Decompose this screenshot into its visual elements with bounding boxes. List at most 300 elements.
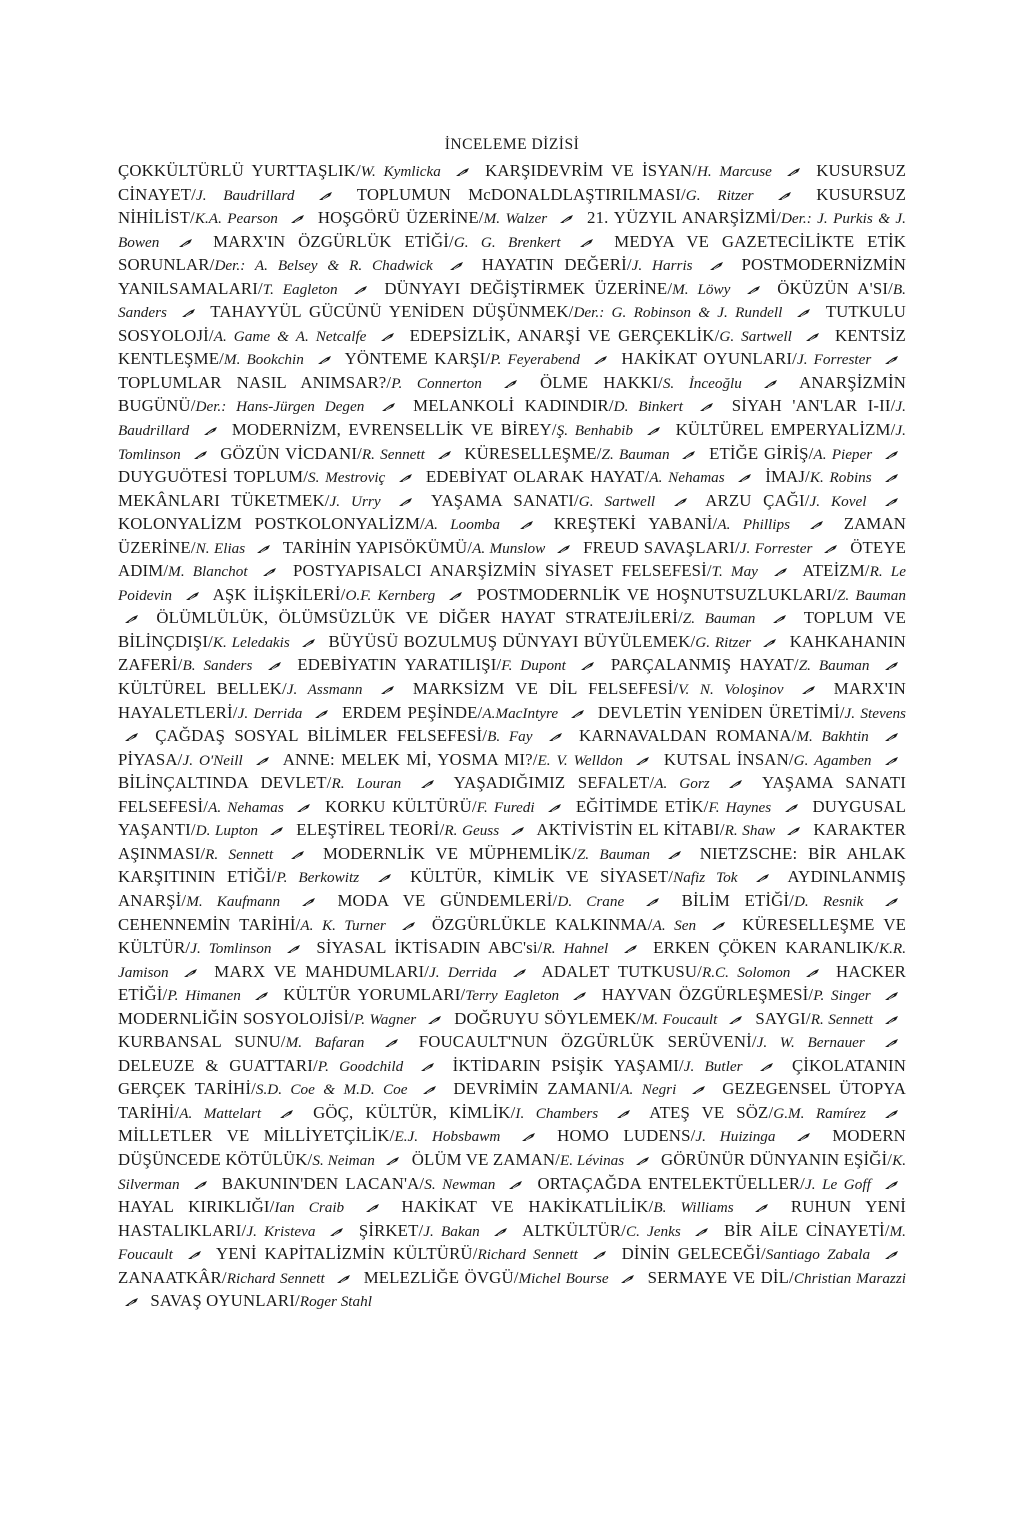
fountain-pen-nib-icon xyxy=(547,803,563,813)
book-entry: TOPLUMUN McDONALDLAŞTIRILMASI/G. Ritzer xyxy=(356,184,754,204)
book-entry: MODERNLİK VE MÜPHEMLİK/Z. Bauman xyxy=(322,843,651,863)
book-entry: KÜLTÜREL EMPERYALİZM/J. Tomlinson xyxy=(118,420,906,463)
book-title: HAYATIN DEĞERİ xyxy=(481,255,627,275)
book-entry: ELEŞTİREL TEORİ/R. Geuss xyxy=(296,820,500,840)
book-entry: MELANKOLİ KADINDIR/D. Binkert xyxy=(413,396,683,416)
fountain-pen-nib-icon xyxy=(556,544,572,554)
book-title: 21. YÜZYIL ANARŞİZMİ xyxy=(587,208,777,228)
fountain-pen-nib-icon xyxy=(884,661,900,671)
book-author: B. Sanders xyxy=(118,280,906,322)
fountain-pen-nib-icon xyxy=(318,191,334,201)
fountain-pen-nib-icon xyxy=(754,1203,770,1213)
fountain-pen-nib-icon xyxy=(256,544,272,554)
book-author: J. W. Bernauer xyxy=(756,1034,865,1052)
book-author: Z. Bauman xyxy=(798,657,870,675)
book-author: J. Kristeva xyxy=(246,1222,316,1240)
book-title: KENTSİZ KENTLEŞME xyxy=(118,325,906,369)
book-title: HOŞGÖRÜ ÜZERİNE xyxy=(317,208,479,228)
fountain-pen-nib-icon xyxy=(181,308,197,318)
fountain-pen-nib-icon xyxy=(420,1062,436,1072)
fountain-pen-nib-icon xyxy=(620,1274,636,1284)
book-entry: YAŞAMA SANATI/G. Sartwell xyxy=(431,490,656,510)
book-title: KÜLTÜR YORUMLARI xyxy=(283,985,461,1005)
book-author: J. Derrida xyxy=(429,963,497,981)
book-entry: YÖNTEME KARŞI/P. Feyerabend xyxy=(344,349,580,369)
book-title: HAYVAN ÖZGÜRLEŞMESİ xyxy=(601,985,809,1005)
book-entry: ÖLME HAKKI/S. İnceoğlu xyxy=(539,372,742,392)
book-entry: MARX'IN ÖZGÜRLÜK ETİĞİ/G. G. Brenkert xyxy=(213,231,561,251)
book-entry: ÖLÜM VE ZAMAN/E. Lévinas xyxy=(411,1149,625,1169)
book-entry: HOŞGÖRÜ ÜZERİNE/M. Walzer xyxy=(317,208,548,228)
book-title: TARİHİN YAPISÖKÜMÜ xyxy=(282,537,468,557)
book-author: Nafiz Tok xyxy=(673,869,738,887)
book-title: KARAKTER AŞINMASI xyxy=(118,820,906,863)
book-title: DELEUZE & GUATTARI xyxy=(118,1055,313,1075)
book-title: MARX'IN HAYALETLERİ xyxy=(118,679,906,722)
book-title: ERKEN ÇÖKEN KARANLIK xyxy=(653,938,875,958)
book-title: CEHENNEMİN TARİHİ xyxy=(118,914,296,934)
fountain-pen-nib-icon xyxy=(124,732,140,742)
book-author: B. Fay xyxy=(487,728,533,746)
series-title: İNCELEME DİZİSİ xyxy=(444,136,580,153)
fountain-pen-nib-icon xyxy=(193,1180,209,1190)
book-author: T. Eagleton xyxy=(262,280,338,298)
page-content xyxy=(118,134,906,1314)
book-title: TOPLUM VE BİLİNÇDIŞI xyxy=(118,608,906,651)
book-entry: BİR AİLE CİNAYETİ/M. Foucault xyxy=(118,1220,906,1264)
fountain-pen-nib-icon xyxy=(796,308,812,318)
book-entry: CEHENNEMİN TARİHİ/A. K. Turner xyxy=(118,914,386,934)
book-title: YENİ KAPİTALİZMİN KÜLTÜRÜ xyxy=(215,1244,473,1264)
book-title: İKTİDARIN PSİŞİK YAŞAMI xyxy=(452,1055,679,1075)
book-title: YÖNTEME KARŞI xyxy=(344,349,486,369)
book-author: E. Lévinas xyxy=(559,1151,625,1169)
book-author: K. Robins xyxy=(809,469,872,487)
fountain-pen-nib-icon xyxy=(755,873,771,883)
book-title: ÖZGÜRLÜKLE KALKINMA xyxy=(431,914,648,934)
book-title: MARX'IN ÖZGÜRLÜK ETİĞİ xyxy=(213,231,449,251)
book-entry: HOMO LUDENS/J. Huizinga xyxy=(557,1126,776,1146)
book-author: Richard Sennett xyxy=(226,1269,325,1287)
book-title: ETİĞE GİRİŞ xyxy=(709,443,809,463)
book-author: S. İnceoğlu xyxy=(662,374,742,392)
book-entry: DEVLETİN YENİDEN ÜRETİMİ/J. Stevens xyxy=(597,702,906,722)
book-author: A. Sen xyxy=(652,916,697,934)
book-author: Santiago Zabala xyxy=(765,1246,871,1264)
book-entry: TARİHİN YAPISÖKÜMÜ/A. Munslow xyxy=(282,537,546,557)
book-title: MEKÂNLARI TÜKETMEK xyxy=(118,490,325,510)
fountain-pen-nib-icon xyxy=(365,1203,381,1213)
book-author: K. Leledakis xyxy=(212,633,290,651)
book-title: RUHUN YENİ HASTALIKLARI xyxy=(118,1197,906,1240)
book-title: DEVLETİN YENİDEN ÜRETİMİ xyxy=(597,702,840,722)
book-author: M. Kaufmann xyxy=(186,892,281,910)
book-author: A. Nehamas xyxy=(208,798,284,816)
book-author: J. Harris xyxy=(631,257,693,275)
book-author: M. Bookchin xyxy=(223,351,304,369)
fountain-pen-nib-icon xyxy=(422,1085,438,1095)
book-author: R. Sennett xyxy=(361,445,425,463)
book-author: A. Gorz xyxy=(654,775,710,793)
book-author: A.MacIntyre xyxy=(482,704,559,722)
book-author: F. Haynes xyxy=(708,798,772,816)
fountain-pen-nib-icon xyxy=(635,756,651,766)
book-title: SAYGI xyxy=(755,1008,806,1028)
fountain-pen-nib-icon xyxy=(521,1132,537,1142)
book-title: NIETZSCHE: BİR AHLAK KARŞITININ ETİĞİ xyxy=(118,843,906,887)
book-entry: EĞİTİMDE ETİK/F. Haynes xyxy=(575,796,772,816)
book-entry: ATEŞ VE SÖZ/G.M. Ramírez xyxy=(649,1102,866,1122)
book-author: Richard Sennett xyxy=(477,1246,578,1264)
book-entry: BÜYÜSÜ BOZULMUŞ DÜNYAYI BÜYÜLEMEK/G. Ritzer xyxy=(328,631,752,651)
book-title: KORKU KÜLTÜRÜ xyxy=(325,796,472,816)
book-author: M. Bafaran xyxy=(285,1034,365,1052)
fountain-pen-nib-icon xyxy=(427,1015,443,1025)
book-author: S. Neiman xyxy=(312,1151,375,1169)
book-entry: GÖZÜN VİCDANI/R. Sennett xyxy=(220,443,425,463)
book-author: A. Phillips xyxy=(717,516,790,534)
book-author: I. Chambers xyxy=(515,1104,599,1122)
fountain-pen-nib-icon xyxy=(884,732,900,742)
book-title: ALTKÜLTÜR xyxy=(522,1220,622,1240)
book-title: PİYASA xyxy=(118,749,178,769)
book-title: BİLİNÇALTINDA DEVLET xyxy=(118,773,327,793)
book-entry: POSTYAPISALCI ANARŞİZMİN SİYASET FELSEFESİ/T. May xyxy=(292,561,758,581)
fountain-pen-nib-icon xyxy=(286,944,302,954)
book-entry: DOĞRUYU SÖYLEMEK/M. Foucault xyxy=(454,1008,718,1028)
book-author: J. Tomlinson xyxy=(118,422,906,463)
book-entry: MARX'IN HAYALETLERİ/J. Derrida xyxy=(118,679,906,722)
book-title: GÖÇ, KÜLTÜR, KİMLİK xyxy=(313,1102,511,1122)
fountain-pen-nib-icon xyxy=(777,191,793,201)
book-author: W. Kymlicka xyxy=(360,163,441,180)
book-entry: PARÇALANMIŞ HAYAT/Z. Bauman xyxy=(610,655,870,675)
book-title: MARKSİZM VE DİL FELSEFESİ xyxy=(412,679,674,699)
fountain-pen-nib-icon xyxy=(728,1015,744,1025)
book-entry: KARAKTER AŞINMASI/R. Sennett xyxy=(118,820,906,863)
fountain-pen-nib-icon xyxy=(884,897,900,907)
book-author: J. Urry xyxy=(329,492,381,510)
book-entry: KARNAVALDAN ROMANA/M. Bakhtin xyxy=(578,726,869,746)
book-entry: YAŞAMA SANATI FELSEFESİ/A. Nehamas xyxy=(118,773,906,816)
book-title: KAHKAHANIN ZAFERİ xyxy=(118,631,906,675)
book-title: HACKER ETİĞİ xyxy=(118,961,906,1005)
fountain-pen-nib-icon xyxy=(711,921,727,931)
book-title: TOPLUMUN McDONALDLAŞTIRILMASI xyxy=(356,184,681,204)
book-entry: ÇAĞDAŞ SOSYAL BİLİMLER FELSEFESİ/B. Fay xyxy=(155,726,533,746)
book-author: A. K. Turner xyxy=(300,916,386,934)
book-author: F. Furedi xyxy=(476,798,535,816)
book-title: KURBANSAL SUNU xyxy=(118,1032,281,1052)
book-entry: KÜLTÜR, KİMLİK VE SİYASET/Nafiz Tok xyxy=(410,867,738,887)
book-entry: HAYAL KIRIKLIĞI/Ian Craib xyxy=(118,1197,345,1217)
book-title: MODERNLİĞİN SOSYOLOJİSİ xyxy=(118,1008,350,1028)
book-title: ANARŞİZMİN BUGÜNÜ xyxy=(118,372,906,416)
book-author: F. Dupont xyxy=(501,657,566,675)
book-title: HAKİKAT OYUNLARI xyxy=(621,349,793,369)
book-entry: ARZU ÇAĞI/J. Kovel xyxy=(705,490,867,510)
book-entry: ÖTEYE ADIM/M. Blanchot xyxy=(118,537,906,581)
book-title: MELEZLİĞE ÖVGÜ xyxy=(363,1267,514,1287)
book-title: BİR AİLE CİNAYETİ xyxy=(724,1220,885,1240)
book-entry: GÖÇ, KÜLTÜR, KİMLİK/I. Chambers xyxy=(313,1102,599,1122)
book-entry: SERMAYE VE DİL/Christian Marazzi xyxy=(647,1267,906,1287)
fountain-pen-nib-icon xyxy=(884,1015,900,1025)
book-title: KUSURSUZ NİHİLİST xyxy=(118,184,906,228)
book-title: KARNAVALDAN ROMANA xyxy=(578,726,792,746)
book-entry: YENİ KAPİTALİZMİN KÜLTÜRÜ/Richard Sennett xyxy=(215,1244,578,1264)
book-author: R. Sennett xyxy=(810,1010,873,1028)
book-author: K.R. Jamison xyxy=(118,940,906,981)
book-author: E.J. Hobsbawm xyxy=(394,1128,501,1146)
book-title: ARZU ÇAĞI xyxy=(705,490,805,510)
book-author: J. O'Neill xyxy=(182,751,243,769)
book-title: SERMAYE VE DİL xyxy=(647,1267,790,1287)
book-entry: KARŞIDEVRİM VE İSYAN/H. Marcuse xyxy=(485,161,772,180)
book-title: ÇAĞDAŞ SOSYAL BİLİMLER FELSEFESİ xyxy=(155,726,483,746)
book-author: G. G. Brenkert xyxy=(453,233,561,251)
book-entry: KÜRESELLEŞME VE KÜLTÜR/J. Tomlinson xyxy=(118,914,906,958)
book-author: O.F. Kernberg xyxy=(345,586,436,604)
book-entry: FOUCAULT'NUN ÖZGÜRLÜK SERÜVENİ/J. W. Bernauer xyxy=(418,1032,865,1052)
book-title: ÖTEYE ADIM xyxy=(118,537,906,581)
fountain-pen-nib-icon xyxy=(267,661,283,671)
book-title: BÜYÜSÜ BOZULMUŞ DÜNYAYI BÜYÜLEMEK xyxy=(328,631,691,651)
book-author: N. Elias xyxy=(195,539,246,557)
fountain-pen-nib-icon xyxy=(301,638,317,648)
book-author: M. Foucault xyxy=(641,1010,718,1028)
book-author: A. Munslow xyxy=(472,539,546,557)
book-entry: ZAMAN ÜZERİNE/N. Elias xyxy=(118,514,906,557)
book-author: Der.: A. Belsey & R. Chadwick xyxy=(214,257,433,275)
book-entry: MARKSİZM VE DİL FELSEFESİ/V. N. Voloşinov xyxy=(412,679,784,699)
book-title: ATEŞ VE SÖZ xyxy=(649,1102,769,1122)
book-author: D. Binkert xyxy=(613,398,683,416)
book-entry: ZANAATKÂR/Richard Sennett xyxy=(118,1267,325,1287)
book-title: SİYAH 'AN'LAR I-II xyxy=(731,396,891,416)
book-title: ELEŞTİREL TEORİ xyxy=(296,820,440,840)
fountain-pen-nib-icon xyxy=(262,567,278,577)
book-author: E. V. Welldon xyxy=(537,751,623,769)
fountain-pen-nib-icon xyxy=(448,591,464,601)
book-entry: HAYATIN DEĞERİ/J. Harris xyxy=(481,255,693,275)
book-entry: EDEBİYAT OLARAK HAYAT/A. Nehamas xyxy=(425,467,725,487)
book-title: EDEBİYAT OLARAK HAYAT xyxy=(425,467,645,487)
fountain-pen-nib-icon xyxy=(187,1250,203,1260)
book-entry: KREŞTEKİ YABANİ/A. Phillips xyxy=(553,514,790,534)
fountain-pen-nib-icon xyxy=(203,426,219,436)
fountain-pen-nib-icon xyxy=(503,379,519,389)
fountain-pen-nib-icon xyxy=(801,685,817,695)
book-entry: SAYGI/R. Sennett xyxy=(755,1008,873,1028)
book-author: A. Negri xyxy=(620,1081,677,1099)
fountain-pen-nib-icon xyxy=(759,1062,775,1072)
book-author: B. Williams xyxy=(653,1199,734,1217)
fountain-pen-nib-icon xyxy=(884,497,900,507)
book-entry: AŞK İLİŞKİLERİ/O.F. Kernberg xyxy=(212,584,436,604)
book-entry: KOLONYALİZM POSTKOLONYALİZM/A. Loomba xyxy=(118,514,500,534)
book-author: Terry Eagleton xyxy=(465,987,560,1005)
book-author: D. Resnik xyxy=(793,892,864,910)
fountain-pen-nib-icon xyxy=(645,897,661,907)
book-author: G. Ritzer xyxy=(685,186,754,204)
book-author: J. Stevens xyxy=(844,704,906,722)
book-author: P. Feyerabend xyxy=(490,351,580,369)
fountain-pen-nib-icon xyxy=(255,756,271,766)
fountain-pen-nib-icon xyxy=(269,826,285,836)
book-entry: KURBANSAL SUNU/M. Bafaran xyxy=(118,1032,365,1052)
book-entry: EDEBİYATIN YARATILIŞI/F. Dupont xyxy=(297,655,566,675)
fountain-pen-nib-icon xyxy=(178,238,194,248)
fountain-pen-nib-icon xyxy=(329,1227,345,1237)
book-entry: KORKU KÜLTÜRÜ/F. Furedi xyxy=(325,796,535,816)
book-author: S.D. Coe & M.D. Coe xyxy=(255,1081,408,1099)
fountain-pen-nib-icon xyxy=(449,261,465,271)
book-entry: MODERN DÜŞÜNCEDE KÖTÜLÜK/S. Neiman xyxy=(118,1126,906,1169)
fountain-pen-nib-icon xyxy=(185,591,201,601)
book-title: DİNİN GELECEĞİ xyxy=(621,1244,761,1264)
book-author: P. Wagner xyxy=(353,1010,417,1028)
book-entry: KAHKAHANIN ZAFERİ/B. Sanders xyxy=(118,631,906,675)
fountain-pen-nib-icon xyxy=(314,709,330,719)
book-title: PARÇALANMIŞ HAYAT xyxy=(610,655,794,675)
book-title: SİYASAL İKTİSADIN ABC'si xyxy=(316,938,538,958)
book-title: MODERNİZM, EVRENSELLİK VE BİREY xyxy=(231,420,552,440)
book-author: J. Forrester xyxy=(739,539,813,557)
fountain-pen-nib-icon xyxy=(635,1156,651,1166)
book-entry: GÖRÜNÜR DÜNYANIN EŞİĞİ/K. Silverman xyxy=(118,1149,906,1193)
book-title: MELANKOLİ KADINDIR xyxy=(413,396,609,416)
book-author: G. Ritzer xyxy=(695,633,752,651)
book-author: R. Louran xyxy=(331,775,402,793)
book-author: C. Jenks xyxy=(625,1222,681,1240)
fountain-pen-nib-icon xyxy=(592,1250,608,1260)
book-entry: MİLLETLER VE MİLLİYETÇİLİK/E.J. Hobsbawm xyxy=(118,1126,501,1146)
book-title: MODERNLİK VE MÜPHEMLİK xyxy=(322,843,573,863)
book-entry: SAVAŞ OYUNLARI/Roger Stahl xyxy=(150,1291,372,1311)
fountain-pen-nib-icon xyxy=(124,1297,140,1307)
fountain-pen-nib-icon xyxy=(884,1180,900,1190)
book-entry: TUTKULU SOSYOLOJİ/A. Game & A. Netcalfe xyxy=(118,302,906,345)
book-title: DOĞRUYU SÖYLEMEK xyxy=(454,1008,637,1028)
fountain-pen-nib-icon xyxy=(455,167,471,177)
book-author: M. Blanchot xyxy=(168,563,248,581)
book-author: Ş. Benhabib xyxy=(556,422,633,440)
book-entry: ALTKÜLTÜR/C. Jenks xyxy=(522,1220,681,1240)
book-entry: SİYAH 'AN'LAR I-II/J. Baudrillard xyxy=(118,396,906,440)
book-entry: MEDYA VE GAZETECİLİKTE ETİK SORUNLAR/Der.: A. Belsey & R. Chadwick xyxy=(118,231,906,275)
book-author: J. Butler xyxy=(683,1057,743,1075)
fountain-pen-nib-icon xyxy=(548,732,564,742)
book-title: İMAJ xyxy=(765,467,806,487)
fountain-pen-nib-icon xyxy=(384,1038,400,1048)
book-title: TAHAYYÜL GÜCÜNÜ YENİDEN DÜŞÜNMEK xyxy=(210,302,569,322)
book-author: P. Himanen xyxy=(167,987,241,1005)
book-entry: ADALET TUTKUSU/R.C. Solomon xyxy=(541,961,791,981)
fountain-pen-nib-icon xyxy=(420,779,436,789)
fountain-pen-nib-icon xyxy=(623,944,639,954)
book-title: ORTAÇAĞDA ENTELEKTÜELLER xyxy=(537,1173,801,1193)
book-entry: DÜNYAYI DEĞİŞTİRMEK ÜZERİNE/M. Löwy xyxy=(384,278,731,298)
fountain-pen-nib-icon xyxy=(580,661,596,671)
fountain-pen-nib-icon xyxy=(673,497,689,507)
book-title: KUTSAL İNSAN xyxy=(663,749,789,769)
book-title: ATEİZM xyxy=(802,561,865,581)
book-author: H. Marcuse xyxy=(696,163,772,180)
fountain-pen-nib-icon xyxy=(805,968,821,978)
book-entry: ERKEN ÇÖKEN KARANLIK/K.R. Jamison xyxy=(118,938,906,981)
book-author: R. Geuss xyxy=(444,822,500,840)
book-author: J. Kovel xyxy=(809,492,867,510)
book-title: POSTYAPISALCI ANARŞİZMİN SİYASET FELSEFESİ xyxy=(292,561,707,581)
book-entry: KÜRESELLEŞME/Z. Bauman xyxy=(464,443,670,463)
book-title: ÖKÜZÜN A'SI xyxy=(777,278,889,298)
fountain-pen-nib-icon xyxy=(572,991,588,1001)
book-entry: ÖLÜMLÜLÜK, ÖLÜMSÜZLÜK VE DİĞER HAYAT STRATEJİLERİ/Z. Bauman xyxy=(156,608,756,628)
fountain-pen-nib-icon xyxy=(519,520,535,530)
book-entry: DUYGUSAL YAŞANTI/D. Lupton xyxy=(118,796,906,840)
book-title: KÜLTÜR, KİMLİK VE SİYASET xyxy=(410,867,669,887)
fountain-pen-nib-icon xyxy=(667,850,683,860)
book-entry: SİYASAL İKTİSADIN ABC'si/R. Hahnel xyxy=(316,938,609,958)
book-author: S. Mestroviç xyxy=(308,469,386,487)
book-author: J. Le Goff xyxy=(804,1175,871,1193)
book-author: P. Goodchild xyxy=(317,1057,404,1075)
fountain-pen-nib-icon xyxy=(786,167,802,177)
book-author: J. Tomlinson xyxy=(190,940,272,958)
book-title: ÇİKOLATANIN GERÇEK TARİHİ xyxy=(118,1055,906,1099)
book-entry: GEZEGENSEL ÜTOPYA TARİHİ/A. Mattelart xyxy=(118,1079,906,1122)
fountain-pen-nib-icon xyxy=(773,567,789,577)
book-author: G. Sartwell xyxy=(578,492,656,510)
fountain-pen-nib-icon xyxy=(381,402,397,412)
book-title: SAVAŞ OYUNLARI xyxy=(150,1291,295,1311)
book-entry: 21. YÜZYIL ANARŞİZMİ/Der.: J. Purkis & J. Bowen xyxy=(118,208,906,251)
fountain-pen-nib-icon xyxy=(559,214,575,224)
book-author: A. Mattelart xyxy=(179,1104,262,1122)
fountain-pen-nib-icon xyxy=(772,614,788,624)
book-title: GÖZÜN VİCDANI xyxy=(220,443,358,463)
book-entry: ATEİZM/R. Le Poidevin xyxy=(118,561,906,604)
book-title: BİLİM ETİĞİ xyxy=(681,890,790,910)
book-entry: KUTSAL İNSAN/G. Agamben xyxy=(663,749,872,769)
book-entry: MEKÂNLARI TÜKETMEK/J. Urry xyxy=(118,490,381,510)
book-title: KARŞIDEVRİM VE İSYAN xyxy=(485,161,693,180)
book-title: KUSURSUZ CİNAYET xyxy=(118,161,907,204)
book-entry: FREUD SAVAŞLARI/J. Forrester xyxy=(583,537,813,557)
book-author: P. Singer xyxy=(813,987,871,1005)
fountain-pen-nib-icon xyxy=(579,238,595,248)
book-title: AŞK İLİŞKİLERİ xyxy=(212,584,341,604)
fountain-pen-nib-icon xyxy=(805,332,821,342)
book-title: EĞİTİMDE ETİK xyxy=(575,796,704,816)
book-title: ERDEM PEŞİNDE xyxy=(342,702,478,722)
book-author: G. Sartwell xyxy=(719,327,792,345)
book-title: ÖLÜM VE ZAMAN xyxy=(411,1149,556,1169)
fountain-pen-nib-icon xyxy=(353,285,369,295)
book-author: B. Sanders xyxy=(182,657,253,675)
book-author: G.M. Ramírez xyxy=(773,1104,866,1122)
book-title: MARX VE MAHDUMLARI xyxy=(214,961,425,981)
book-author: J. Derrida xyxy=(237,704,303,722)
book-title: AKTİVİSTİN EL KİTABI xyxy=(536,820,720,840)
book-author: Michel Bourse xyxy=(518,1269,609,1287)
book-entry: ÇOKKÜLTÜRLÜ YURTTAŞLIK/W. Kymlicka xyxy=(118,161,441,180)
book-entry: ANNE: MELEK Mİ, YOSMA MI?/E. V. Welldon xyxy=(282,749,623,769)
book-title: AYDINLANMIŞ ANARŞİ xyxy=(118,867,906,910)
book-author: M. Bakhtin xyxy=(796,728,869,746)
book-title: YAŞAMA SANATI xyxy=(431,490,574,510)
